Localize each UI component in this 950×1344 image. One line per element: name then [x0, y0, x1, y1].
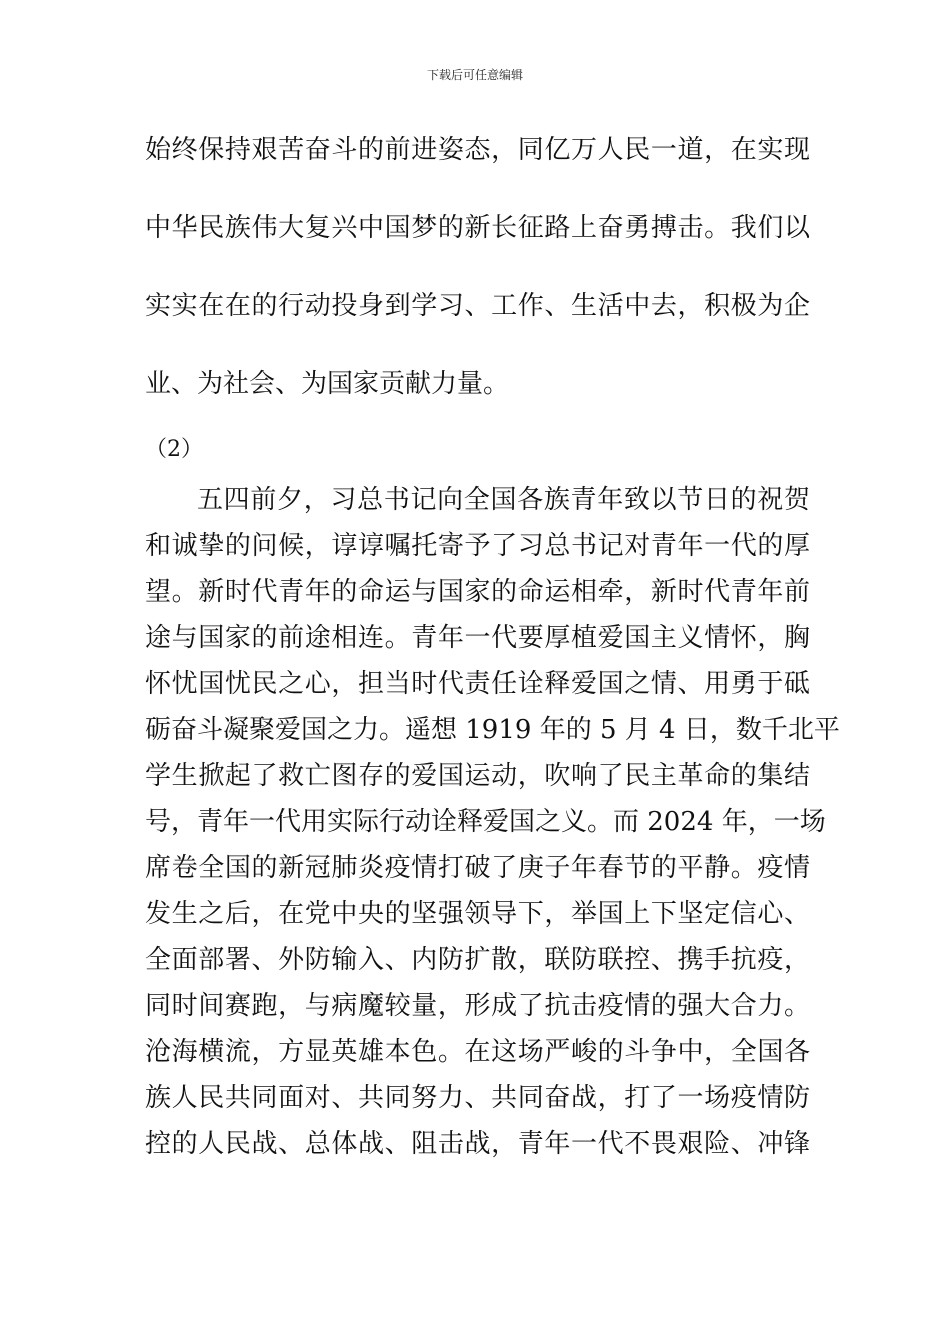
paragraph-line: 砺奋斗凝聚爱国之力。遥想 1919 年的 5 月 4 日，数千北平 [145, 715, 840, 745]
paragraph-line: 望。新时代青年的命运与国家的命运相牵，新时代青年前 [145, 577, 810, 607]
section-number: （2） [145, 437, 203, 462]
paragraph-line: 业、为社会、为国家贡献力量。 [145, 369, 510, 399]
paragraph-line: 族人民共同面对、共同努力、共同奋战，打了一场疫情防 [145, 1083, 810, 1113]
paragraph-line: 发生之后，在党中央的坚强领导下，举国上下坚定信心、 [145, 899, 810, 929]
paragraph-line: 席卷全国的新冠肺炎疫情打破了庚子年春节的平静。疫情 [145, 853, 810, 883]
paragraph-line: 学生掀起了救亡图存的爱国运动，吹响了民主革命的集结 [145, 761, 810, 791]
paragraph-line: 控的人民战、总体战、阻击战，青年一代不畏艰险、冲锋 [145, 1129, 810, 1159]
paragraph-line: 同时间赛跑，与病魔较量，形成了抗击疫情的强大合力。 [145, 991, 810, 1021]
paragraph-line: 怀忧国忧民之心，担当时代责任诠释爱国之情、用勇于砥 [145, 669, 810, 699]
page-header-note: 下载后可任意编辑 [426, 68, 523, 82]
paragraph-line: 中华民族伟大复兴中国梦的新长征路上奋勇搏击。我们以 [145, 213, 810, 243]
paragraph-line: 全面部署、外防输入、内防扩散，联防联控、携手抗疫， [145, 945, 810, 975]
paragraph-line: 实实在在的行动投身到学习、工作、生活中去，积极为企 [145, 291, 810, 321]
paragraph-line: 和诚挚的问候，谆谆嘱托寄予了习总书记对青年一代的厚 [145, 531, 810, 561]
paragraph-line: 沧海横流，方显英雄本色。在这场严峻的斗争中，全国各 [145, 1037, 810, 1067]
paragraph-line: 五四前夕，习总书记向全国各族青年致以节日的祝贺 [197, 485, 810, 515]
paragraph-line: 始终保持艰苦奋斗的前进姿态，同亿万人民一道，在实现 [145, 135, 810, 165]
paragraph-line: 途与国家的前途相连。青年一代要厚植爱国主义情怀，胸 [145, 623, 810, 653]
paragraph-line: 号，青年一代用实际行动诠释爱国之义。而 2024 年，一场 [145, 807, 826, 837]
